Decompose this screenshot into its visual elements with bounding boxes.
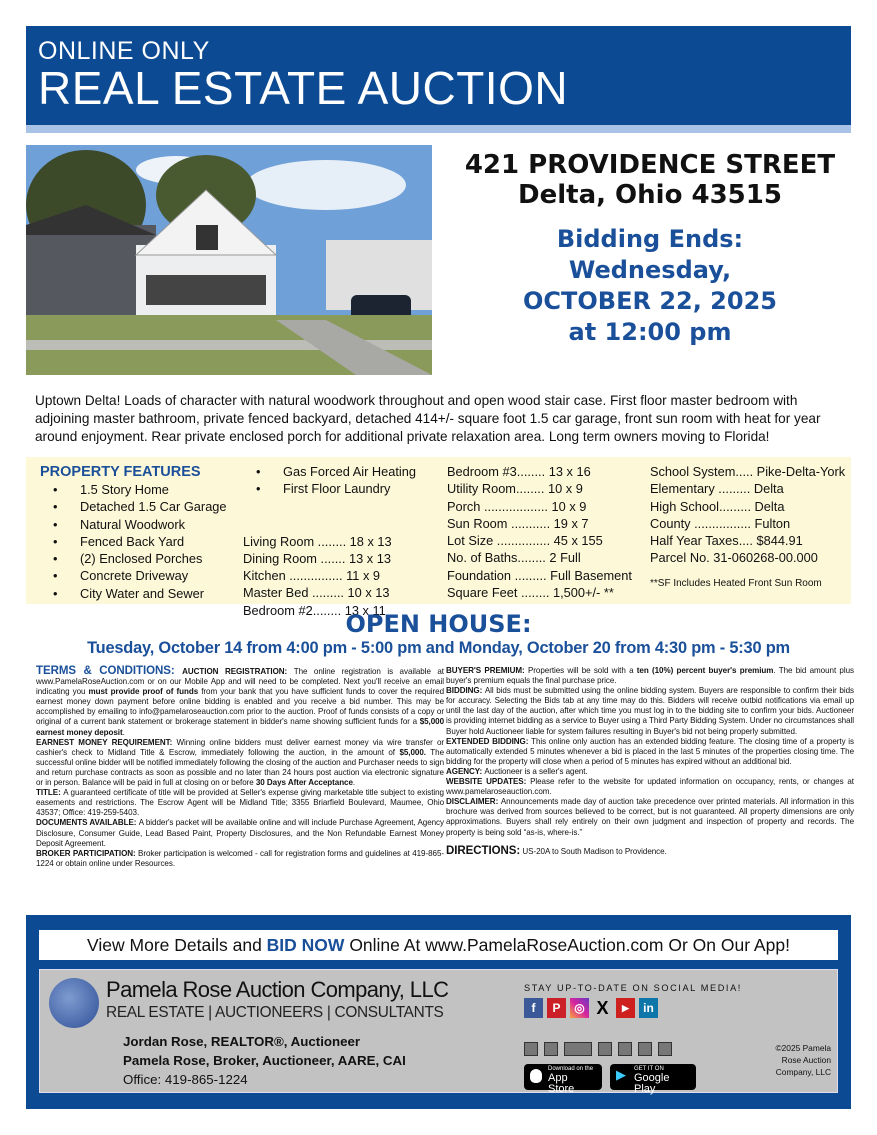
terms-paragraph: [36, 849, 444, 869]
property-info-item: High School......... Delta: [650, 498, 785, 514]
city-state-zip: Delta, Ohio 43515: [518, 180, 782, 210]
terms-bold-text: 30 Days After Acceptance: [255, 778, 353, 788]
equal-housing-icon: [638, 1042, 652, 1056]
property-address-block: [450, 150, 850, 348]
google-play-button[interactable]: [610, 1064, 696, 1095]
room-size: Utility Room........ 10 x 9: [447, 481, 583, 497]
room-size: Living Room ........ 18 x 13: [243, 533, 392, 549]
directions-label: DIRECTIONS:: [446, 844, 521, 857]
youtube-icon[interactable]: ▶: [616, 998, 635, 1018]
property-description: Uptown Delta! Loads of character with natural woodwork throughout and open wood stair case. First floor master bedroom with adjoining master bathroom, private fenced backyard, detached 414+/- square foot 1.5 car garage, front sun room with heat for year around enjoyment. Rear private enclosed porch for additional private relaxation area. Long term owners moving to Florida!: [35, 393, 821, 444]
social-title: STAY UP-TO-DATE ON SOCIAL MEDIA!: [524, 983, 742, 993]
terms-bold-text: EXTENDED BIDDING:: [446, 736, 532, 746]
linkedin-icon[interactable]: in: [639, 998, 658, 1018]
instagram-icon[interactable]: ◎: [570, 998, 589, 1018]
room-size: Master Bed ......... 10 x 13: [243, 585, 390, 601]
apple-icon: [530, 1069, 542, 1083]
room-size: Square Feet ........ 1,500+/- **: [447, 585, 614, 601]
contacts: [123, 1032, 406, 1089]
terms-paragraph: [446, 797, 854, 837]
square-feet-note: **SF Includes Heated Front Sun Room: [650, 577, 822, 589]
terms-text: This online only auction has an extended bidding feature. The closing time of a property is automatically extended 5 minutes whenever a bid is placed in the last 5 minutes of the properties closing time. The bidding for the property will close when a period of 5 minutes has expired without an additional bid.: [446, 736, 855, 766]
terms-text: Please refer to the website for updated information on occupancy, rents, or changes at www.pamelaroseauction.com.: [446, 777, 854, 797]
property-info-item: Parcel No. 31-060268-00.000: [650, 550, 818, 566]
copyright: ©2025 Pamela Rose Auction Company, LLC: [775, 1043, 831, 1077]
property-info-col: [650, 463, 845, 592]
property-info-item: County ................ Fulton: [650, 515, 791, 531]
company-name: Pamela Rose Auction Company, LLC: [106, 977, 449, 1002]
bidding-ends-day: Wednesday,: [568, 256, 732, 284]
room-size: Lot Size ............... 45 x 155: [447, 533, 603, 549]
terms-bold-text: WEBSITE UPDATES:: [446, 777, 531, 787]
header-banner: [26, 26, 851, 125]
terms-text: A bidder's packet will be available online and will include Purchase Agreement, Agency Disclosure, Consumer Guide, Lead Based Paint, Property Disclosures, and the Non Refundable Earnest Money Deposit Agreement.: [36, 818, 444, 848]
property-info: [650, 463, 845, 567]
terms-bold-text: BUYER'S PREMIUM:: [446, 666, 528, 675]
features-title: PROPERTY FEATURES: [40, 464, 201, 480]
bid-now-link[interactable]: BID NOW: [266, 935, 345, 955]
terms-text: A guaranteed certificate of title will be provided at Seller's expense giving marketable title subject to existing easements and restrictions. The Escrow Agent will be Midland Title; 3355 Briarfield Boulevard, Maumee, Ohio 43537; Office: 419-259-5403.: [36, 788, 444, 818]
terms-text: . The bid amount plus buyer's premium equals the final purchase price.: [446, 666, 854, 686]
feature-item: • Concrete Driveway: [40, 567, 227, 584]
social-icons: [524, 998, 658, 1018]
cta-post: Online At www.PamelaRoseAuction.com Or On Our App!: [344, 935, 790, 955]
room-sizes-2: [447, 463, 632, 601]
badge-icon: [564, 1042, 592, 1056]
bidding-ends-label: Bidding Ends:: [556, 225, 744, 253]
terms-text: Announcements made day of auction take precedence over printed materials. All information in this brochure was derived from sources believed to be correct, but is not guaranteed. All property dimensions are only approximations. Buyers shall rely entirely on their own judgment and inspection of property and records. The property is being sold “as-is, where-is.”: [446, 797, 854, 837]
google-play-label: Google Play: [634, 1072, 670, 1095]
terms-text: .: [122, 727, 125, 737]
directions-text: US-20A to South Madison to Providence.: [520, 846, 667, 856]
terms-right-column: [446, 666, 854, 857]
app-store-button[interactable]: [524, 1064, 602, 1095]
terms-paragraph: [36, 666, 444, 738]
terms-bold-text: AUCTION REGISTRATION:: [182, 667, 294, 676]
terms-paragraph: [36, 788, 444, 818]
terms-paragraph: [36, 818, 444, 848]
terms-bold-text: DOCUMENTS AVAILABLE:: [36, 818, 139, 828]
feature-item: • (2) Enclosed Porches: [40, 550, 227, 567]
open-house-block: [26, 610, 851, 658]
app-store-small: Download on the: [548, 1066, 594, 1072]
google-play-small: GET IT ON: [634, 1066, 664, 1072]
terms-bold-text: DISCLAIMER:: [446, 797, 501, 807]
terms-bold-text: $5,000.: [399, 747, 426, 757]
terms-bold-text: $5,000 earnest money deposit: [36, 717, 444, 737]
feature-item: • Natural Woodwork: [40, 516, 227, 533]
room-size: Sun Room ........... 19 x 7: [447, 515, 589, 531]
bidding-ends-block: [450, 224, 850, 348]
realtor-icon: [618, 1042, 632, 1056]
terms-paragraph: [446, 666, 854, 686]
open-house-times: Tuesday, October 14 from 4:00 pm - 5:00 pm and Monday, October 20 from 4:30 pm - 5:30 pm: [87, 639, 790, 657]
terms-text: from your bank that you have sufficient funds to cover the required earnest money down payment before online bidding is enabled and you receive a bid number. This may be accomplished by emailing to info@pamelaroseauction.com prior to the auction. Proof of funds consists of a copy or original of a current bank statement or brokerage statement in bidder's name showing sufficient funds for a: [36, 687, 444, 727]
feature-item: • First Floor Laundry: [243, 480, 416, 497]
room-size: Foundation ......... Full Basement: [447, 567, 632, 583]
terms-bold-text: ten (10%) percent buyer's premium: [636, 666, 774, 675]
room-size: Bedroom #3........ 13 x 16: [447, 464, 591, 479]
property-info-item: School System..... Pike-Delta-York: [650, 464, 846, 479]
street-address: 421 PROVIDENCE STREET: [464, 150, 836, 180]
property-info-item: Half Year Taxes.... $844.91: [650, 533, 803, 549]
company-logo-icon: [49, 978, 99, 1028]
terms-text: Broker participation is welcomed - call for registration forms and guidelines at 419-865-1224 or obtain online under Resources.: [36, 848, 445, 868]
cta-banner[interactable]: [39, 930, 838, 960]
badge-icon: [598, 1042, 612, 1056]
directions: [446, 846, 854, 857]
contact-jordan: Jordan Rose, REALTOR®, Auctioneer: [123, 1034, 361, 1049]
feature-item: • Gas Forced Air Heating: [243, 463, 416, 480]
features-col-2: [243, 463, 416, 619]
association-badges: [524, 1042, 672, 1056]
terms-paragraph: [446, 767, 854, 777]
header-subtitle: ONLINE ONLY: [38, 37, 210, 65]
terms-text: Properties will be sold with a: [527, 666, 637, 675]
room-sizes-1: [243, 533, 416, 619]
room-size: Kitchen ............... 11 x 9: [243, 568, 381, 584]
terms-bold-text: BROKER PARTICIPATION:: [36, 848, 139, 858]
features-list: [40, 481, 227, 602]
features-list-2: [243, 463, 416, 498]
terms-left-column: [36, 666, 444, 869]
terms-paragraph: [36, 738, 444, 788]
badge-icon: [524, 1042, 538, 1056]
feature-item: • 1.5 Story Home: [40, 481, 227, 498]
terms-bold-text: EARNEST MONEY REQUIREMENT:: [36, 737, 177, 747]
open-house-title: OPEN HOUSE:: [345, 610, 532, 638]
room-size: Bedroom #2........ 13 x 11: [243, 602, 386, 618]
terms-paragraph: [446, 737, 854, 767]
pinterest-icon[interactable]: P: [547, 998, 566, 1018]
terms-bold-text: TITLE:: [36, 788, 64, 798]
property-photo: [26, 145, 432, 375]
google-play-icon: ▶: [616, 1067, 626, 1082]
terms-bold-text: BIDDING:: [446, 686, 485, 696]
x-icon[interactable]: X: [596, 998, 609, 1018]
terms-text: Auctioneer is a seller's agent.: [484, 766, 588, 776]
office-phone: Office: 419-865-1224: [123, 1072, 248, 1087]
terms-bold-text: must provide proof of funds: [88, 687, 199, 697]
feature-item: • Detached 1.5 Car Garage: [40, 498, 227, 515]
terms-text: All bids must be submitted using the online bidding system. Buyers are responsible to confirm their bids for accuracy. Selecting the Bids tab at any time may do this. Bidders will receive outbid notifications via email up until the last day of the auction, after which time you must log in to the bidding site to confirm your bids. Auctioneer is providing internet bidding as a service to Buyer using a Third Party Bidding System. Under no circumstances shall Buyer hold Auctioneer liable for system failures resulting in Buyer's bid not being properly submitted.: [446, 686, 854, 736]
contact-pamela: Pamela Rose, Broker, Auctioneer, AARE, CAI: [123, 1053, 406, 1068]
cta-pre: View More Details and: [87, 935, 267, 955]
feature-item: • City Water and Sewer: [40, 585, 227, 602]
terms-paragraph: [446, 777, 854, 797]
bidding-ends-time: at 12:00 pm: [568, 318, 732, 346]
property-info-item: Elementary ......... Delta: [650, 481, 784, 497]
company-tagline: REAL ESTATE | AUCTIONEERS | CONSULTANTS: [106, 1004, 444, 1021]
company-panel: [39, 969, 838, 1093]
room-size: Porch .................. 10 x 9: [447, 498, 587, 514]
terms-text: .: [352, 778, 356, 788]
footer-banner: [26, 915, 851, 1109]
terms-bold-text: AGENCY:: [446, 766, 485, 776]
terms-paragraph: [446, 686, 854, 736]
property-features-panel: [26, 457, 851, 618]
terms-heading: TERMS & CONDITIONS:: [36, 665, 183, 677]
bidding-ends-date: OCTOBER 22, 2025: [523, 287, 777, 315]
room-size: Dining Room ....... 13 x 13: [243, 550, 391, 566]
terms-text: Winning online bidders must deliver earnest money via wire transfer or cashier's check to Midland Title & Escrow, immediately following the auction, in the amount of: [36, 737, 444, 757]
feature-item: • Fenced Back Yard: [40, 533, 227, 550]
features-col-1: [40, 463, 227, 602]
app-store-label: App Store: [548, 1072, 575, 1095]
badge-icon: [658, 1042, 672, 1056]
header-title: REAL ESTATE AUCTION: [38, 62, 569, 114]
facebook-icon[interactable]: f: [524, 998, 543, 1018]
terms-text: The online registration is available at www.PamelaRoseAuction.com or on our Mobile App and will need to be completed. Next you'll receive an email indicating you: [36, 667, 444, 697]
header-accent-strip: [26, 125, 851, 133]
badge-icon: [544, 1042, 558, 1056]
room-size: No. of Baths........ 2 Full: [447, 550, 581, 566]
terms-text: The successful online bidder will be notified immediately following the closing of the auction and Purchaser needs to sign and return purchase contracts as soon as possible and no later than 24 hours post auction via electronic signature or in person. Balance will be paid in full at closing on or before: [36, 747, 444, 788]
